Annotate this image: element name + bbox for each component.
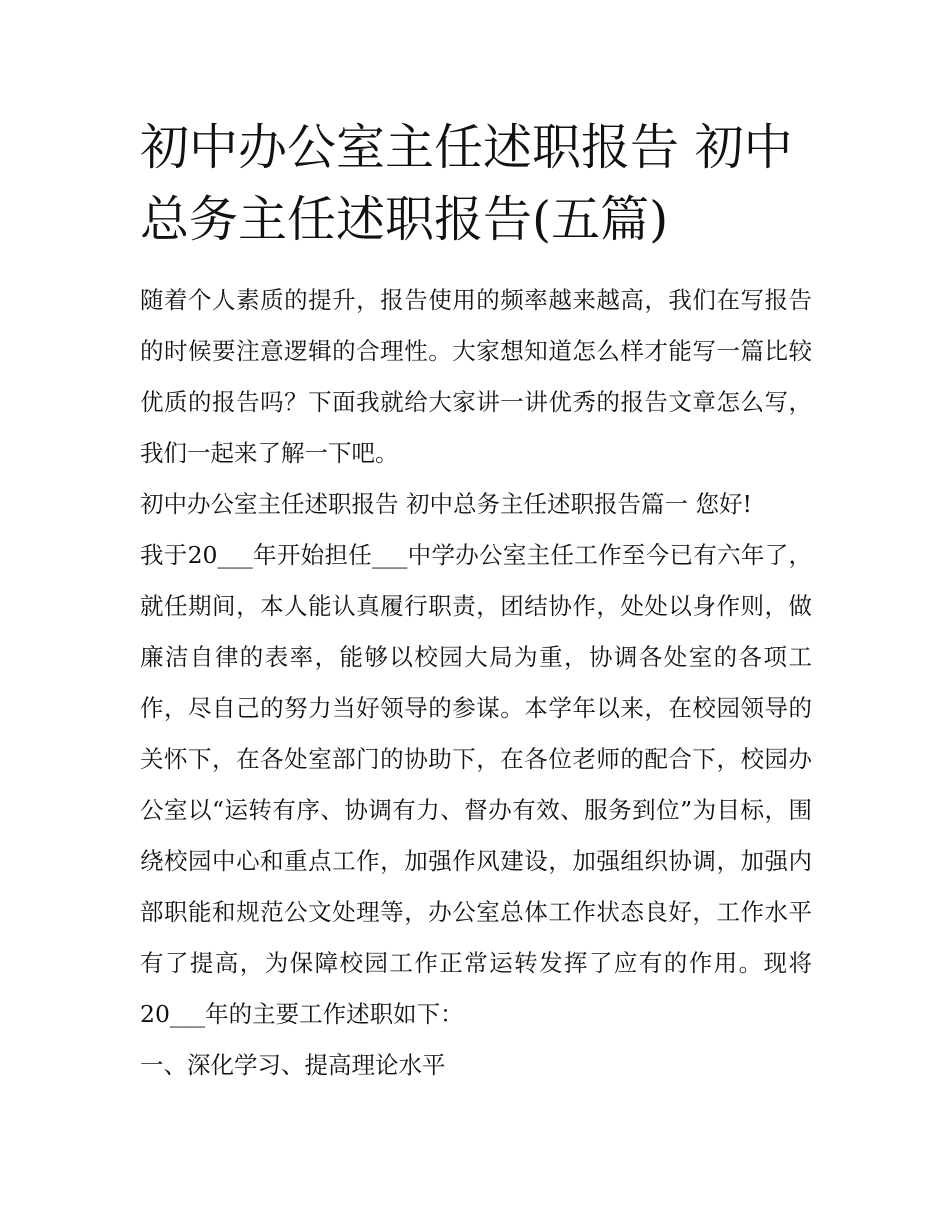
main-paragraph: 我于20___年开始担任___中学办公室主任工作至今已有六年了，就任期间，本人能认真履行职责，团结协作，处处以身作则，做廉洁自律的表率，能够以校园大局为重，协调各处室的各项工作，尽自己的努力当好领导的参谋。本学年以来，在校园领导的关怀下，在各处室部门的协助下，在各位老师的配合下，校园办公室以“运转有序、协调有力、督办有效、服务到位”为目标，围绕校园中心和重点工作，加强作风建设，加强组织协调，加强内部职能和规范公文处理等，办公室总体工作状态良好，工作水平有了提高，为保障校园工作正常运转发挥了应有的作用。现将20___年的主要工作述职如下：	[140, 541, 812, 1028]
document-body	[140, 275, 812, 1091]
intro-paragraph: 随着个人素质的提升，报告使用的频率越来越高，我们在写报告的时候要注意逻辑的合理性。大家想知道怎么样才能写一篇比较优质的报告吗？下面我就给大家讲一讲优秀的报告文章怎么写，我们一起来了解一下吧。	[140, 286, 812, 467]
document-title: 初中办公室主任述职报告 初中总务主任述职报告(五篇)	[140, 119, 793, 248]
section-heading-line: 初中办公室主任述职报告 初中总务主任述职报告篇一 您好!	[140, 490, 752, 518]
subsection-heading: 一、深化学习、提高理论水平	[140, 1051, 446, 1079]
